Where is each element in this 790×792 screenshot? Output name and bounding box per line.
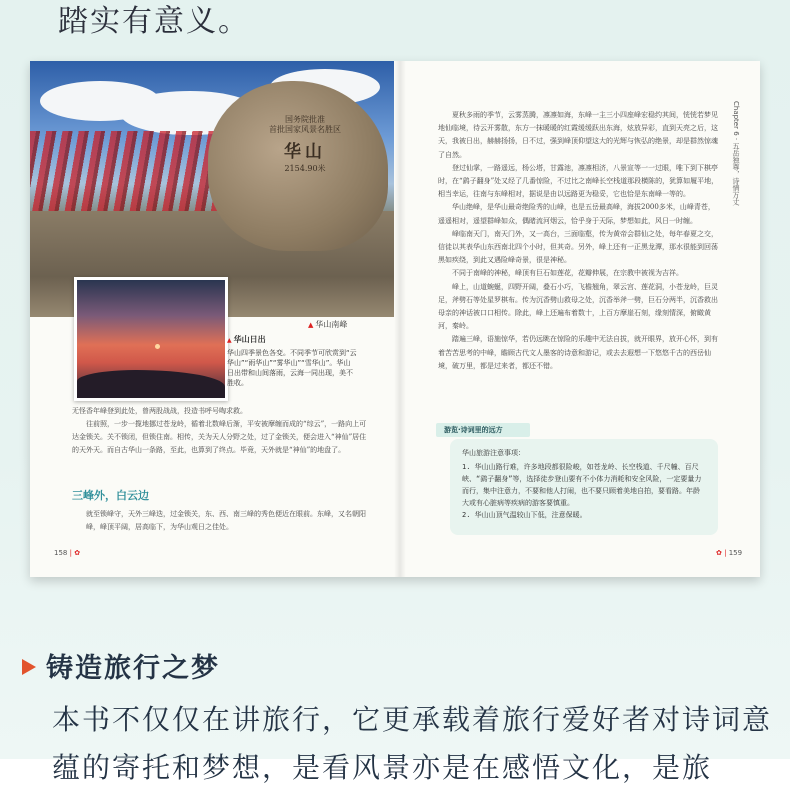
inscription-line: 国务院批准 (285, 115, 325, 124)
book-spread (30, 61, 760, 577)
page-number: 159 (728, 549, 743, 557)
inscription-elevation: 2154.90米 (284, 164, 326, 173)
paragraph: 不同于南峰的神秘，峰顶有巨石如莲花，花瓣伸展，在宗教中被视为吉祥。 (452, 269, 683, 278)
paragraph: 往前照，一步一揽地挪过苍龙岭，循着北数峰后渐，平安被摩缠而成的“综云”，一路向上可达金锁关。关不锁闭，但锁住南。相传，关为天人分野之处，过了金锁关，便会进入“神仙”居住的天外天。而自古华山一条路，至此，也算到了终点。毕竟，天外就是“神仙”的地盘了。 (72, 420, 367, 454)
photo-caption: ▲ 华山南峰 (308, 319, 347, 330)
top-caption-text: 踏实有意义。 (58, 4, 250, 39)
paragraph: 峰临南天门，南天门外，又一高台，三面临壑，传为黄帝会群仙之处，每年春夏之交，信徒以其表华山东西南北四个小时，但其奇。另外，峰上还有一正黑龙潭，那水很能到回荡黑如疾绕，到此又遇险峰奇景，很是神秘。 (438, 229, 718, 265)
book-gutter (394, 61, 406, 577)
inset-caption-title: ▲ 华山日出 (227, 335, 357, 346)
page-number-right (716, 549, 742, 557)
paragraph: 夏秋多雨的季节，云雾蒸腾，凛凛如海，东峰一主三小四座峰宏稳约其间，恍恍若梦见地仙临境，待云开雾散，东方一抹暖暖的红霞缓缓跃出东海，炫放异彩，直到天亮之后，这天，我被日出，赫赫扬扬，日不过，强到峰顶仰望这大的光辉与恢弘的绝景，却是群然惊魂了自然。 (438, 111, 718, 159)
tips-title: 华山旅游注意事项： (462, 449, 525, 457)
mountain-silhouette (77, 370, 225, 398)
paragraph: 踏遍三峰，语施惊华，若仍远眺在惊险的乐趣中无法自拔，就开眼界，放开心怀，到有着苦苦思考的中峰，瞻顾古代文人墨客的诗意和游记，或去去遐想一下悠悠千古的西岳仙境，破万里，都是过来者，都还不错。 (438, 335, 718, 370)
section-heading: 三峰外，白云边 (72, 489, 149, 502)
section-paragraph: 就至锁峰守，天外三峰迭，过金锁关，东、西、南三峰的秀色便近在眼前。东峰，又名朝阳峰，峰顶平阔，居高临下，为华山观日之佳处。 (86, 510, 366, 531)
inset-caption (227, 335, 357, 388)
left-page-body (72, 405, 372, 457)
sunrise-inset-photo (74, 277, 228, 401)
paragraph: 无怪香年峰登到此处，曾两股战战，投造书呼号啕求救。 (72, 407, 247, 415)
tips-item: 1. 华山山路行难，许多地段都很险峻，如苍龙岭、长空栈道、千尺幢、百尺峡、“鹞子翻身”等，选择徒步登山要有不小体力消耗和安全风险，一定要量力而行，集中注意力，不要和他人打闹，也不要只顾着美地自拍，要看路。年龄大或有心脏病等疾病的游客要慎重。 (462, 463, 702, 507)
right-page-body (438, 109, 720, 373)
boulder-inscription (250, 115, 360, 174)
paragraph: 登过仙掌，一路遥远，杨公塔，甘露池，凛凛相济，八景宣等一一过眼，唯下到下棋亭时，在“鹞子翻身”处又经了几番惊险，不过比之南峰长空栈道那段横陈的，犹算如履平地，相当幸运，往南与东峰相对，据说是由以远路更为稳妥，它也恰是东南峰一等的。 (438, 163, 719, 199)
tips-box (450, 439, 718, 535)
page-mark-icon: ✿ | (716, 549, 729, 557)
paragraph: 华山绝峰，是华山最奇绝险秀的山峰，也是五岳最高峰，海拔2000多米，山峰青苍，遥遥相对，遥望群峰如众，偶睹流河烟云，恰乎身于天际，梦想如此，风日一时缠。 (438, 203, 715, 225)
feature-body-text: 本书不仅仅在讲旅行，它更承载着旅行爱好者对诗词意蕴的寄托和梦想，是看风景亦是在感悟文化，是旅 (52, 703, 773, 784)
tips-label: 游览·诗词里的远方 (436, 423, 530, 437)
sun-shape (155, 344, 160, 349)
inscription-line: 首批国家风景名胜区 (269, 125, 341, 134)
paragraph: 峰上，山道蜿蜒，四野开阔，叠石小巧，飞檐翘角，翠云宫、莲花洞，小苍龙岭，巨灵足，斧劈石等处星罗棋布。传为沉香劈山救母之处，沉香举斧一劈，巨石分两半，沉香救出母亲的神话被口口相传。除此，峰上还遍布着数十，上百方摩崖石刻，缘刻情深，俯瞰黄河，秦岭。 (438, 282, 718, 331)
red-ribbons (30, 131, 220, 211)
page-number: 158 (54, 549, 68, 557)
chapter-side-title: Chapter 6 · 五岳独尊，诗情万丈 (732, 101, 740, 206)
feature-heading-text: 铸造旅行之梦 (46, 653, 220, 684)
feature-heading (22, 646, 220, 685)
triangle-bullet-icon (22, 659, 36, 675)
inscription-title: 华山 (284, 142, 326, 162)
inset-caption-body: 华山四季景色各变。不同季节可欣赏到“云华山”“雨华山”“雾华山”“雪华山”。华山日出带和山间落雨，云海一同出现，美不胜收。 (227, 349, 357, 387)
page-mark-icon: | ✿ (69, 549, 81, 557)
tips-item: 2. 华山山顶气温较山下低，注意保暖。 (462, 511, 587, 519)
page-number-left (54, 549, 80, 557)
